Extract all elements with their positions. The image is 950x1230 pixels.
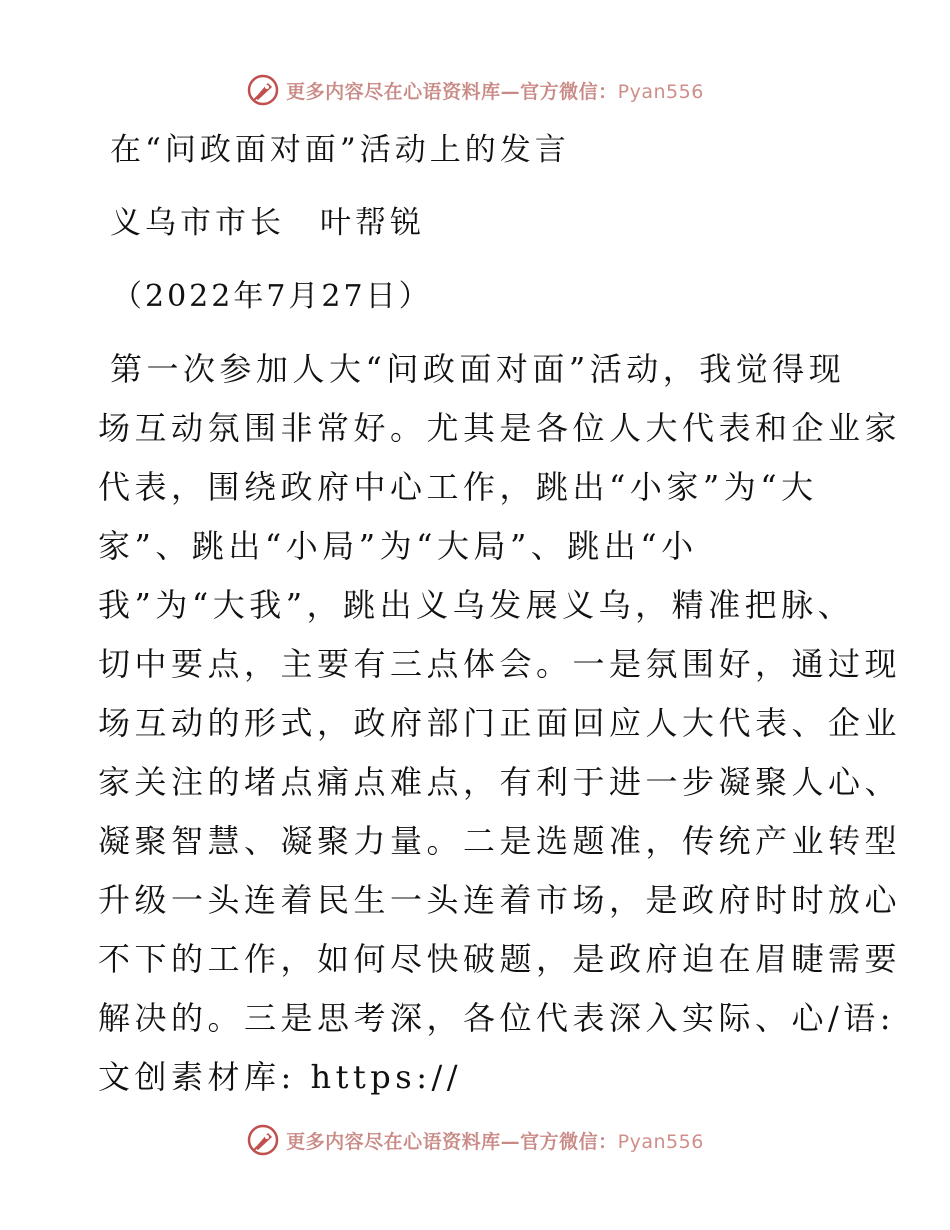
watermark-text: 更多内容尽在心语资料库—官方微信：Pyan556 — [286, 1130, 704, 1153]
document-body — [98, 340, 902, 1107]
document-author: 义乌市市长 叶帮锐 — [110, 205, 425, 241]
body-line: 家”、跳出“小局”为“大局”、跳出“小 — [98, 527, 698, 565]
body-line: 第一次参加人大“问政面对面”活动，我觉得现 — [110, 350, 846, 388]
body-line: 家关注的堵点痛点难点，有利于进一步凝聚人心、 — [98, 763, 902, 801]
watermark-wechat-id: Pyan556 — [617, 80, 704, 103]
watermark-banner-bottom — [0, 1120, 950, 1160]
pen-nib-logo-icon — [246, 1123, 280, 1157]
watermark-text: 更多内容尽在心语资料库—官方微信：Pyan556 — [286, 80, 704, 103]
body-line: 不下的工作，如何尽快破题，是政府迫在眉睫需要 — [98, 940, 902, 978]
document-date: （2022年7月27日） — [112, 279, 432, 314]
document-title: 在“问政面对面”活动上的发言 — [110, 132, 570, 168]
body-line: 我”为“大我”，跳出义乌发展义乌，精准把脉、 — [98, 586, 855, 624]
body-line: 场互动的形式，政府部门正面回应人大代表、企业 — [98, 704, 902, 742]
body-line: 代表，围绕政府中心工作，跳出“小家”为“大 — [98, 468, 818, 506]
body-line: 切中要点，主要有三点体会。一是氛围好，通过现 — [98, 645, 902, 683]
body-line: 凝聚智慧、凝聚力量。二是选题准，传统产业转型 — [98, 822, 902, 860]
body-line: 场互动氛围非常好。尤其是各位人大代表和企业家 — [98, 409, 902, 447]
body-line: 解决的。三是思考深，各位代表深入实际、心/语: — [98, 999, 896, 1037]
pen-nib-logo-icon — [246, 73, 280, 107]
watermark-wechat-id: Pyan556 — [617, 1130, 704, 1153]
watermark-banner-top — [0, 70, 950, 110]
body-line: 文创素材库: https:// — [98, 1058, 463, 1096]
body-line: 升级一头连着民生一头连着市场，是政府时时放心 — [98, 881, 902, 919]
